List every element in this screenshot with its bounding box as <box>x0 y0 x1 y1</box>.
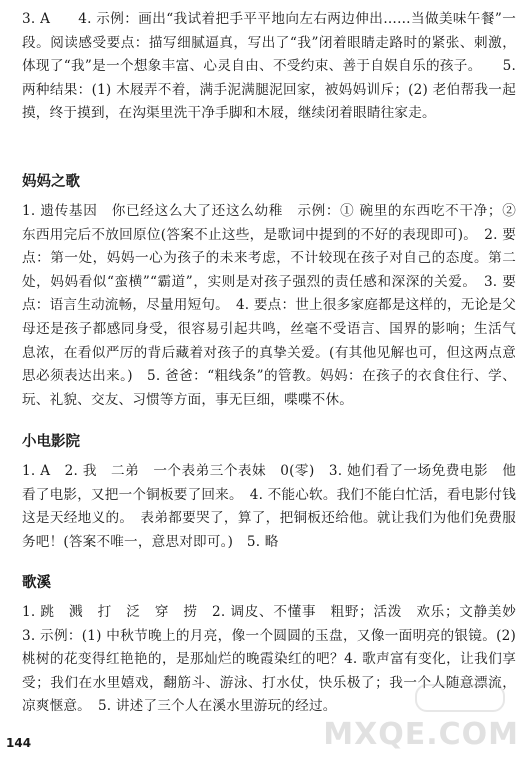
page-number: 144 <box>6 736 32 750</box>
section-title: 妈妈之歌 <box>22 174 80 190</box>
intro-paragraph: 3. A 4. 示例：画出“我试着把手平平地向左右两边伸出……当做美味午餐”一段。阅读感受要点：描写细腻逼真，写出了“我”闭着眼睛走路时的紧张、刺激，体现了“我”是一个想象丰富、心灵自由、不受约束、善于自娱自乐的孩子。 5. 两种结果：(1) 木屐弄不着，满手泥满腿泥回家，被妈妈训斥；(2) 老伯帮我一起摸，终于摸到，在沟渠里洗干净手脚和木屐，继续闭着眼睛往家走。 <box>22 11 516 122</box>
section-answer-text: 1. A 2. 我 二弟 一个表弟三个表妹 0(零) 3. 她们看了一场免费电影 他看了电影，又把一个铜板要了回来。 4. 不能心软。我们不能白忙活，看电影付钱这是天经地义的。 表弟都要哭了，算了，把铜板还给他。就让我们为他们免费服务吧！(答案不唯一，意思对即可。) 5. 略 <box>22 463 516 550</box>
section-answer-text: 1. 跳 溅 打 泛 穿 捞 2. 调皮、不懂事 粗野；活泼 欢乐；文静美妙 3. 示例：(1) 中秋节晚上的月亮，像一个圆圆的玉盘，又像一面明亮的银镜。(2) 桃树的花变得红艳艳的，是那灿烂的晚霞染红的吧？4. 歌声富有变化，让我们享受；我们在水里嬉戏，翻筋斗、游泳、打水仗，快乐极了；我一个人随意漂流，凉爽惬意。 5. 讲述了三个人在溪水里游玩的经过。 <box>22 604 530 715</box>
section-title: 小电影院 <box>22 434 80 450</box>
section-answer-text: 1. 遗传基因 你已经这么大了还这么幼稚 示例：① 碗里的东西吃不干净；② 东西用完后不放回原位(答案不止这些，是歌词中提到的不好的表现即可)。 2. 要点：第一处，妈妈一心为孩子的未来考虑，不计较现在孩子对自己的态度。第二处，妈妈看似“蛮横”“霸道”，实则是对孩子强烈的责任感和深深的关爱。 3. 要点：语言生动流畅，尽量用短句。 4. 要点：世上很多家庭都是这样的，无论是父母还是孩子都感同身受，很容易引起共鸣，丝毫不受语言、国界的影响；生活气息浓，在看似严厉的背后藏着对孩子的真挚关爱。(有其他见解也可，但这两点意思必须表达出来。) 5. 爸爸：“粗线条”的管教。妈妈：在孩子的衣食住行、学、玩、礼貌、交友、习惯等方面，事无巨细，喋喋不休。 <box>22 203 516 408</box>
watermark: MXQE.COM <box>323 717 519 752</box>
intro-block <box>22 8 516 126</box>
section-mama-song <box>22 172 516 412</box>
section-small-cinema <box>22 432 516 554</box>
watermark-logo-icon <box>415 684 505 712</box>
section-title: 歌溪 <box>22 575 51 591</box>
